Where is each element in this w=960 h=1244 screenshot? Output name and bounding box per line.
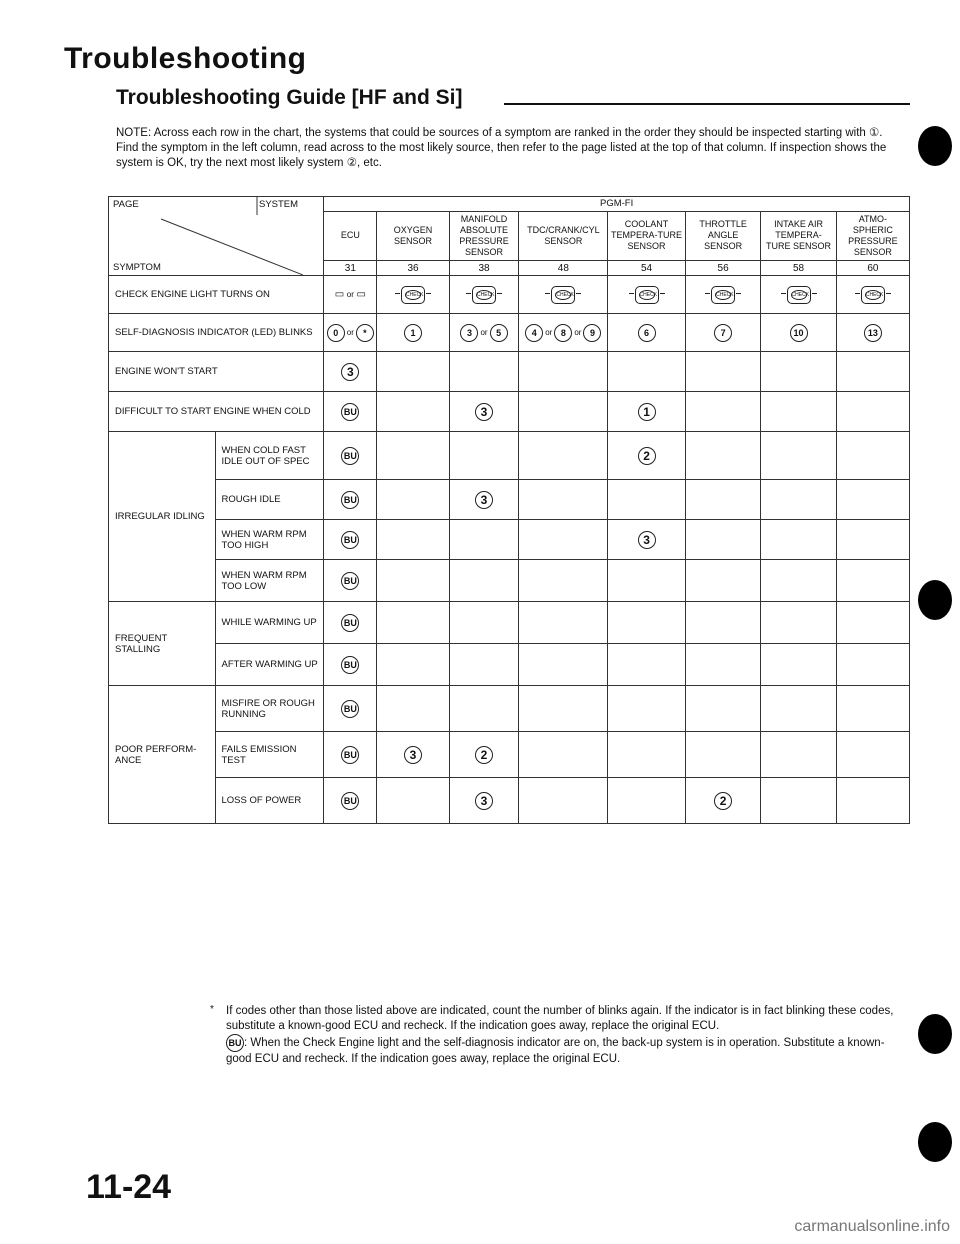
code-circle: 3 — [460, 324, 478, 342]
or-label: or — [574, 328, 582, 337]
footnote-line1: If codes other than those listed above are indicated, count the number of blinks again. If the indicator is in fact blinking these codes, substitute a known-good ECU and recheck. If the indication goes away, replace the original ECU. — [226, 1005, 894, 1032]
section-heading — [116, 86, 910, 116]
rank-circle: 2 — [475, 746, 493, 764]
or-label: or — [545, 328, 553, 337]
code-circle: 6 — [638, 324, 656, 342]
page-tab-marker — [918, 580, 952, 620]
backup-circle: BU — [341, 447, 359, 465]
symptom-label: SELF-DIAGNOSIS INDICATOR (LED) BLINKS — [109, 314, 324, 352]
code-circle: 8 — [554, 324, 572, 342]
symptom-label: CHECK ENGINE LIGHT TURNS ON — [109, 276, 324, 314]
page-number: 11-24 — [86, 1168, 172, 1206]
symptom-group-label: IRREGULAR IDLING — [109, 432, 216, 602]
column-header: INTAKE AIR TEMPERA-TURE SENSOR — [761, 211, 836, 261]
code-circle: 1 — [404, 324, 422, 342]
page-tab-marker — [918, 1014, 952, 1054]
heading-rule — [504, 103, 910, 105]
footnote-line2: BU : When the Check Engine light and the self-diagnosis indicator are on, the back-up system is in operation. Substitute a known-good ECU and recheck. If the indication goes away, replace the original ECU. — [226, 1034, 910, 1067]
ecu-lamp-cell — [324, 276, 377, 314]
rank-circle: 3 — [475, 491, 493, 509]
check-engine-icon: CHECK — [472, 286, 496, 304]
column-header: ATMO-SPHERIC PRESSURE SENSOR — [836, 211, 909, 261]
code-cell — [836, 314, 909, 352]
backup-circle: BU — [341, 746, 359, 764]
backup-circle: BU — [341, 491, 359, 509]
code-cell — [608, 314, 686, 352]
code-circle: 7 — [714, 324, 732, 342]
check-lamp-cell — [685, 276, 760, 314]
code-cell — [377, 314, 449, 352]
rank-circle: 3 — [475, 403, 493, 421]
troubleshooting-table — [108, 196, 910, 824]
check-lamp-cell — [519, 276, 608, 314]
group-header: PGM-FI — [324, 197, 910, 212]
backup-circle: BU — [341, 403, 359, 421]
rank-circle: 2 — [638, 447, 656, 465]
backup-circle: BU — [341, 792, 359, 810]
backup-circle: BU — [226, 1034, 244, 1052]
code-circle: 4 — [525, 324, 543, 342]
footnote — [210, 1004, 910, 1067]
or-label: or — [480, 328, 488, 337]
check-engine-icon: CHECK — [787, 286, 811, 304]
backup-circle: BU — [341, 572, 359, 590]
corner-page-label: PAGE — [113, 199, 139, 210]
column-page: 60 — [836, 261, 909, 276]
symptom-label: WHEN COLD FAST IDLE OUT OF SPEC — [215, 432, 324, 480]
symptom-label: WHILE WARMING UP — [215, 602, 324, 644]
check-engine-icon: CHECK — [711, 286, 735, 304]
rectangle-icon: ▭ — [334, 289, 345, 300]
symptom-label: MISFIRE OR ROUGH RUNNING — [215, 686, 324, 732]
column-page: 54 — [608, 261, 686, 276]
check-lamp-cell — [608, 276, 686, 314]
rank-circle: 3 — [638, 531, 656, 549]
page-title: Troubleshooting — [64, 42, 307, 75]
symptom-label: DIFFICULT TO START ENGINE WHEN COLD — [109, 392, 324, 432]
footnote-marker: * — [210, 1004, 214, 1015]
or-label: or — [346, 290, 354, 299]
corner-system-label: SYSTEM — [259, 199, 299, 210]
symptom-label: FAILS EMISSION TEST — [215, 732, 324, 778]
rank-circle: 2 — [714, 792, 732, 810]
symptom-label: ENGINE WON'T START — [109, 352, 324, 392]
check-engine-icon: CHECK — [861, 286, 885, 304]
column-header: COOLANT TEMPERA-TURE SENSOR — [608, 211, 686, 261]
column-page: 56 — [685, 261, 760, 276]
rank-circle: 3 — [475, 792, 493, 810]
corner-symptom-label: SYMPTOM — [113, 262, 161, 273]
symptom-label: ROUGH IDLE — [215, 480, 324, 520]
code-circle: 0 — [327, 324, 345, 342]
or-label: or — [346, 328, 354, 337]
page-tab-marker — [918, 126, 952, 166]
watermark: carmanualsonline.info — [794, 1218, 950, 1235]
check-lamp-cell — [761, 276, 836, 314]
page-tab-marker — [918, 1122, 952, 1162]
rectangle-icon: ▭ — [356, 289, 366, 300]
column-header: OXYGEN SENSOR — [377, 211, 449, 261]
backup-circle: BU — [341, 531, 359, 549]
symptom-group-label: FREQUENT STALLING — [109, 602, 216, 686]
check-lamp-cell — [377, 276, 449, 314]
rank-circle: 1 — [638, 403, 656, 421]
symptom-label: LOSS OF POWER — [215, 778, 324, 824]
column-header: MANIFOLD ABSOLUTE PRESSURE SENSOR — [449, 211, 519, 261]
symptom-label: AFTER WARMING UP — [215, 644, 324, 686]
check-engine-icon: CHECK — [635, 286, 659, 304]
column-page: 58 — [761, 261, 836, 276]
check-engine-icon: CHECK — [401, 286, 425, 304]
column-page: 38 — [449, 261, 519, 276]
code-circle: 13 — [864, 324, 882, 342]
column-page: 36 — [377, 261, 449, 276]
check-lamp-cell — [836, 276, 909, 314]
check-lamp-cell — [449, 276, 519, 314]
code-cell — [519, 314, 608, 352]
symptom-label: WHEN WARM RPM TOO LOW — [215, 560, 324, 602]
column-page: 48 — [519, 261, 608, 276]
backup-circle: BU — [341, 656, 359, 674]
rank-circle: 3 — [404, 746, 422, 764]
check-engine-icon: CHECK — [551, 286, 575, 304]
code-circle: 10 — [790, 324, 808, 342]
code-cell — [449, 314, 519, 352]
backup-circle: BU — [341, 700, 359, 718]
code-circle: 9 — [583, 324, 601, 342]
note-paragraph: NOTE: Across each row in the chart, the systems that could be sources of a symptom are ranked in the order they should be inspected starting with ①. Find the symptom in the left column, read across to the most likely source, then refer to the page listed at the top of that column. If inspection shows the system is OK, try the next most likely system ②, etc. — [116, 127, 887, 169]
column-header: ECU — [324, 211, 377, 261]
table-corner-cell — [109, 197, 324, 276]
code-cell — [761, 314, 836, 352]
code-circle: 5 — [490, 324, 508, 342]
symptom-group-label: POOR PERFORM-ANCE — [109, 686, 216, 824]
code-cell — [685, 314, 760, 352]
column-header: THROTTLE ANGLE SENSOR — [685, 211, 760, 261]
section-subtitle: Troubleshooting Guide [HF and Si] — [116, 86, 463, 109]
symptom-label: WHEN WARM RPM TOO HIGH — [215, 520, 324, 560]
rank-circle: 3 — [341, 363, 359, 381]
column-header: TDC/CRANK/CYL SENSOR — [519, 211, 608, 261]
column-page: 31 — [324, 261, 377, 276]
code-cell — [324, 314, 377, 352]
code-circle: * — [356, 324, 374, 342]
backup-circle: BU — [341, 614, 359, 632]
